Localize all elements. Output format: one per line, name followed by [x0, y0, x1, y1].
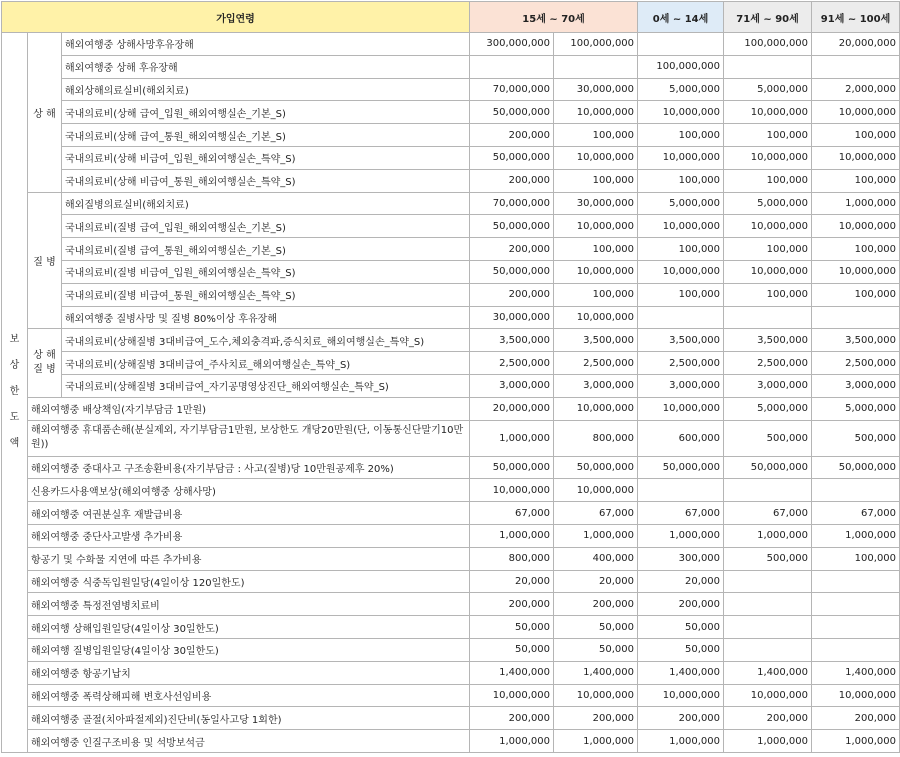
amount-cell	[638, 479, 724, 502]
amount-cell: 5,000,000	[724, 192, 812, 215]
coverage-item: 국내의료비(질병 비급여_입원_해외여행실손_특약_S)	[62, 260, 470, 283]
coverage-item: 해외여행중 특정전염병치료비	[28, 593, 470, 616]
amount-cell: 70,000,000	[470, 192, 554, 215]
table-row	[2, 570, 900, 593]
amount-cell: 50,000,000	[470, 146, 554, 169]
amount-cell: 3,000,000	[724, 374, 812, 397]
amount-cell: 5,000,000	[638, 78, 724, 101]
amount-cell: 500,000	[724, 420, 812, 456]
amount-cell: 67,000	[638, 502, 724, 525]
table-row	[2, 124, 900, 147]
amount-cell: 5,000,000	[724, 78, 812, 101]
amount-cell: 1,400,000	[812, 661, 900, 684]
amount-cell: 10,000,000	[812, 101, 900, 124]
coverage-item: 해외여행 상해입원일당(4일이상 30일한도)	[28, 616, 470, 639]
amount-cell: 50,000,000	[812, 456, 900, 479]
amount-cell: 50,000	[638, 638, 724, 661]
table-row	[2, 352, 900, 375]
amount-cell: 1,400,000	[724, 661, 812, 684]
table-row	[2, 33, 900, 56]
amount-cell: 1,000,000	[812, 524, 900, 547]
amount-cell: 10,000,000	[554, 146, 638, 169]
amount-cell: 3,000,000	[812, 374, 900, 397]
amount-cell: 100,000,000	[724, 33, 812, 56]
age-header-91-100: 91세 ~ 100세	[812, 2, 900, 33]
amount-cell: 10,000,000	[812, 215, 900, 238]
coverage-item: 국내의료비(상해 급여_통원_해외여행실손_기본_S)	[62, 124, 470, 147]
coverage-item: 해외질병의료실비(해외치료)	[62, 192, 470, 215]
amount-cell	[724, 570, 812, 593]
amount-cell: 300,000	[638, 547, 724, 570]
amount-cell: 400,000	[554, 547, 638, 570]
table-row	[2, 78, 900, 101]
table-row	[2, 215, 900, 238]
amount-cell: 200,000	[470, 169, 554, 192]
amount-cell: 100,000	[554, 124, 638, 147]
amount-cell: 100,000	[812, 238, 900, 261]
amount-cell: 100,000	[724, 283, 812, 306]
amount-cell: 1,000,000	[724, 730, 812, 753]
amount-cell: 50,000,000	[470, 101, 554, 124]
amount-cell: 3,000,000	[554, 374, 638, 397]
amount-cell: 10,000,000	[554, 397, 638, 420]
coverage-item: 해외여행중 중단사고발생 추가비용	[28, 524, 470, 547]
amount-cell: 1,400,000	[638, 661, 724, 684]
amount-cell: 100,000	[812, 547, 900, 570]
age-header-15-70: 15세 ~ 70세	[470, 2, 638, 33]
table-row	[2, 329, 900, 352]
coverage-item: 국내의료비(상해질병 3대비급여_주사치료_해외여행실손_특약_S)	[62, 352, 470, 375]
table-row	[2, 547, 900, 570]
amount-cell: 200,000	[470, 707, 554, 730]
amount-cell	[812, 593, 900, 616]
coverage-item: 해외여행중 식중독입원일당(4일이상 120일한도)	[28, 570, 470, 593]
table-row	[2, 283, 900, 306]
join-age-header: 가입연령	[2, 2, 470, 33]
amount-cell: 500,000	[724, 547, 812, 570]
amount-cell: 800,000	[470, 547, 554, 570]
amount-cell: 1,000,000	[812, 192, 900, 215]
amount-cell: 50,000,000	[638, 456, 724, 479]
coverage-item: 해외여행중 폭력상해피해 변호사선임비용	[28, 684, 470, 707]
amount-cell: 200,000	[638, 593, 724, 616]
coverage-item: 해외여행중 인질구조비용 및 석방보석금	[28, 730, 470, 753]
amount-cell	[724, 638, 812, 661]
coverage-item: 국내의료비(질병 급여_입원_해외여행실손_기본_S)	[62, 215, 470, 238]
amount-cell: 100,000	[812, 124, 900, 147]
table-row	[2, 593, 900, 616]
amount-cell: 10,000,000	[724, 146, 812, 169]
amount-cell: 200,000	[554, 593, 638, 616]
group-label-injury: 상 해	[28, 33, 62, 193]
table-row	[2, 661, 900, 684]
amount-cell: 100,000	[724, 238, 812, 261]
amount-cell: 100,000	[812, 169, 900, 192]
amount-cell: 200,000	[470, 238, 554, 261]
coverage-item: 해외여행중 여권분실후 재발급비용	[28, 502, 470, 525]
amount-cell: 10,000,000	[812, 684, 900, 707]
table-row	[2, 192, 900, 215]
amount-cell: 1,000,000	[724, 524, 812, 547]
table-row	[2, 55, 900, 78]
coverage-item: 해외여행중 휴대품손해(분실제외, 자기부담금1만원, 보상한도 개당20만원(단, 이동통신단말기10만원))	[28, 420, 470, 456]
amount-cell	[724, 55, 812, 78]
coverage-item: 신용카드사용액보상(해외여행중 상해사망)	[28, 479, 470, 502]
coverage-item: 해외여행중 중대사고 구조송환비용(자기부담금 : 사고(질병)당 10만원공제후 20%)	[28, 456, 470, 479]
amount-cell	[724, 593, 812, 616]
amount-cell	[470, 55, 554, 78]
amount-cell: 100,000,000	[638, 55, 724, 78]
amount-cell: 200,000	[470, 593, 554, 616]
amount-cell: 1,400,000	[470, 661, 554, 684]
amount-cell: 10,000,000	[638, 397, 724, 420]
header-row	[2, 2, 900, 33]
amount-cell: 1,000,000	[470, 524, 554, 547]
amount-cell: 100,000	[554, 283, 638, 306]
amount-cell: 10,000,000	[554, 306, 638, 329]
amount-cell: 5,000,000	[724, 397, 812, 420]
table-row	[2, 730, 900, 753]
amount-cell: 200,000	[470, 283, 554, 306]
amount-cell: 10,000,000	[554, 101, 638, 124]
amount-cell: 30,000,000	[554, 78, 638, 101]
table-row	[2, 238, 900, 261]
amount-cell: 50,000,000	[470, 215, 554, 238]
amount-cell: 30,000,000	[554, 192, 638, 215]
group-label-injury-illness: 상 해 질 병	[28, 329, 62, 397]
table-row	[2, 306, 900, 329]
coverage-item: 국내의료비(상해 비급여_입원_해외여행실손_특약_S)	[62, 146, 470, 169]
amount-cell	[724, 306, 812, 329]
coverage-item: 국내의료비(상해 비급여_통원_해외여행실손_특약_S)	[62, 169, 470, 192]
amount-cell: 50,000	[554, 616, 638, 639]
amount-cell: 20,000	[470, 570, 554, 593]
amount-cell: 2,500,000	[554, 352, 638, 375]
coverage-item: 국내의료비(상해질병 3대비급여_도수,체외충격파,증식치료_해외여행실손_특약_S)	[62, 329, 470, 352]
side-label-text: 보상한도액	[9, 334, 20, 450]
amount-cell	[724, 616, 812, 639]
amount-cell: 2,500,000	[724, 352, 812, 375]
coverage-item: 해외여행중 질병사망 및 질병 80%이상 후유장해	[62, 306, 470, 329]
table-row	[2, 616, 900, 639]
amount-cell: 3,500,000	[470, 329, 554, 352]
amount-cell: 2,500,000	[470, 352, 554, 375]
amount-cell: 3,500,000	[554, 329, 638, 352]
coverage-item: 해외상해의료실비(해외치료)	[62, 78, 470, 101]
table-row	[2, 638, 900, 661]
amount-cell: 100,000	[638, 283, 724, 306]
amount-cell: 3,000,000	[470, 374, 554, 397]
amount-cell: 10,000,000	[554, 479, 638, 502]
amount-cell: 2,500,000	[638, 352, 724, 375]
amount-cell: 100,000	[638, 169, 724, 192]
amount-cell: 10,000,000	[638, 101, 724, 124]
amount-cell: 5,000,000	[638, 192, 724, 215]
coverage-item: 국내의료비(질병 급여_통원_해외여행실손_기본_S)	[62, 238, 470, 261]
amount-cell	[812, 616, 900, 639]
amount-cell: 500,000	[812, 420, 900, 456]
table-row	[2, 101, 900, 124]
amount-cell: 10,000,000	[724, 260, 812, 283]
amount-cell: 67,000	[724, 502, 812, 525]
amount-cell: 3,500,000	[724, 329, 812, 352]
amount-cell: 30,000,000	[470, 306, 554, 329]
amount-cell: 1,400,000	[554, 661, 638, 684]
amount-cell: 10,000,000	[812, 146, 900, 169]
amount-cell: 10,000,000	[638, 146, 724, 169]
amount-cell: 600,000	[638, 420, 724, 456]
amount-cell: 100,000	[724, 124, 812, 147]
amount-cell: 2,000,000	[812, 78, 900, 101]
amount-cell: 20,000,000	[470, 397, 554, 420]
amount-cell: 200,000	[638, 707, 724, 730]
coverage-item: 해외여행 질병입원일당(4일이상 30일한도)	[28, 638, 470, 661]
table-row	[2, 146, 900, 169]
amount-cell: 100,000	[554, 238, 638, 261]
amount-cell: 20,000	[638, 570, 724, 593]
amount-cell: 10,000,000	[470, 684, 554, 707]
amount-cell: 10,000,000	[812, 260, 900, 283]
amount-cell: 200,000	[724, 707, 812, 730]
table-row	[2, 374, 900, 397]
amount-cell: 50,000,000	[470, 260, 554, 283]
amount-cell: 200,000	[470, 124, 554, 147]
amount-cell: 800,000	[554, 420, 638, 456]
amount-cell: 100,000	[638, 124, 724, 147]
amount-cell: 200,000	[554, 707, 638, 730]
amount-cell: 50,000,000	[554, 456, 638, 479]
amount-cell: 50,000	[554, 638, 638, 661]
amount-cell: 2,500,000	[812, 352, 900, 375]
amount-cell: 67,000	[470, 502, 554, 525]
amount-cell	[638, 33, 724, 56]
amount-cell: 10,000,000	[554, 684, 638, 707]
amount-cell: 50,000,000	[724, 456, 812, 479]
amount-cell: 20,000	[554, 570, 638, 593]
amount-cell: 10,000,000	[470, 479, 554, 502]
table-body	[2, 33, 900, 753]
amount-cell: 200,000	[812, 707, 900, 730]
amount-cell: 1,000,000	[470, 730, 554, 753]
side-label	[2, 33, 28, 753]
amount-cell	[812, 306, 900, 329]
amount-cell: 10,000,000	[638, 684, 724, 707]
amount-cell: 100,000	[812, 283, 900, 306]
table-row	[2, 397, 900, 420]
amount-cell: 50,000	[470, 616, 554, 639]
amount-cell: 100,000,000	[554, 33, 638, 56]
coverage-item: 해외여행중 배상책임(자기부담금 1만원)	[28, 397, 470, 420]
table-row	[2, 684, 900, 707]
amount-cell: 67,000	[554, 502, 638, 525]
age-header-0-14: 0세 ~ 14세	[638, 2, 724, 33]
amount-cell: 70,000,000	[470, 78, 554, 101]
amount-cell	[812, 55, 900, 78]
amount-cell: 10,000,000	[638, 260, 724, 283]
amount-cell: 1,000,000	[470, 420, 554, 456]
amount-cell: 50,000	[638, 616, 724, 639]
amount-cell: 67,000	[812, 502, 900, 525]
age-header-71-90: 71세 ~ 90세	[724, 2, 812, 33]
amount-cell: 1,000,000	[638, 730, 724, 753]
amount-cell: 10,000,000	[724, 215, 812, 238]
amount-cell	[812, 479, 900, 502]
table-row	[2, 420, 900, 456]
amount-cell: 5,000,000	[812, 397, 900, 420]
coverage-item: 항공기 및 수화물 지연에 따른 추가비용	[28, 547, 470, 570]
amount-cell	[724, 479, 812, 502]
coverage-item: 국내의료비(상해질병 3대비급여_자기공명영상진단_해외여행실손_특약_S)	[62, 374, 470, 397]
coverage-table	[1, 1, 900, 753]
coverage-item: 해외여행중 골절(치아파절제외)진단비(동일사고당 1회한)	[28, 707, 470, 730]
amount-cell: 100,000	[724, 169, 812, 192]
amount-cell: 50,000,000	[470, 456, 554, 479]
coverage-item: 국내의료비(상해 급여_입원_해외여행실손_기본_S)	[62, 101, 470, 124]
group-label-illness: 질 병	[28, 192, 62, 329]
table-row	[2, 456, 900, 479]
amount-cell: 3,500,000	[812, 329, 900, 352]
table-row	[2, 479, 900, 502]
amount-cell: 1,000,000	[554, 524, 638, 547]
amount-cell: 10,000,000	[638, 215, 724, 238]
amount-cell: 1,000,000	[638, 524, 724, 547]
amount-cell	[812, 570, 900, 593]
amount-cell: 1,000,000	[554, 730, 638, 753]
amount-cell: 20,000,000	[812, 33, 900, 56]
table-row	[2, 707, 900, 730]
amount-cell: 10,000,000	[554, 215, 638, 238]
amount-cell: 100,000	[554, 169, 638, 192]
amount-cell: 1,000,000	[812, 730, 900, 753]
amount-cell: 10,000,000	[724, 101, 812, 124]
table-row	[2, 260, 900, 283]
table-row	[2, 502, 900, 525]
amount-cell: 3,500,000	[638, 329, 724, 352]
coverage-item: 해외여행중 상해사망후유장해	[62, 33, 470, 56]
amount-cell: 300,000,000	[470, 33, 554, 56]
amount-cell	[554, 55, 638, 78]
table-row	[2, 169, 900, 192]
coverage-item: 국내의료비(질병 비급여_통원_해외여행실손_특약_S)	[62, 283, 470, 306]
amount-cell	[638, 306, 724, 329]
amount-cell	[812, 638, 900, 661]
amount-cell: 3,000,000	[638, 374, 724, 397]
coverage-item: 해외여행중 항공기납치	[28, 661, 470, 684]
coverage-item: 해외여행중 상해 후유장해	[62, 55, 470, 78]
amount-cell: 10,000,000	[724, 684, 812, 707]
amount-cell: 100,000	[638, 238, 724, 261]
amount-cell: 50,000	[470, 638, 554, 661]
amount-cell: 10,000,000	[554, 260, 638, 283]
table-row	[2, 524, 900, 547]
